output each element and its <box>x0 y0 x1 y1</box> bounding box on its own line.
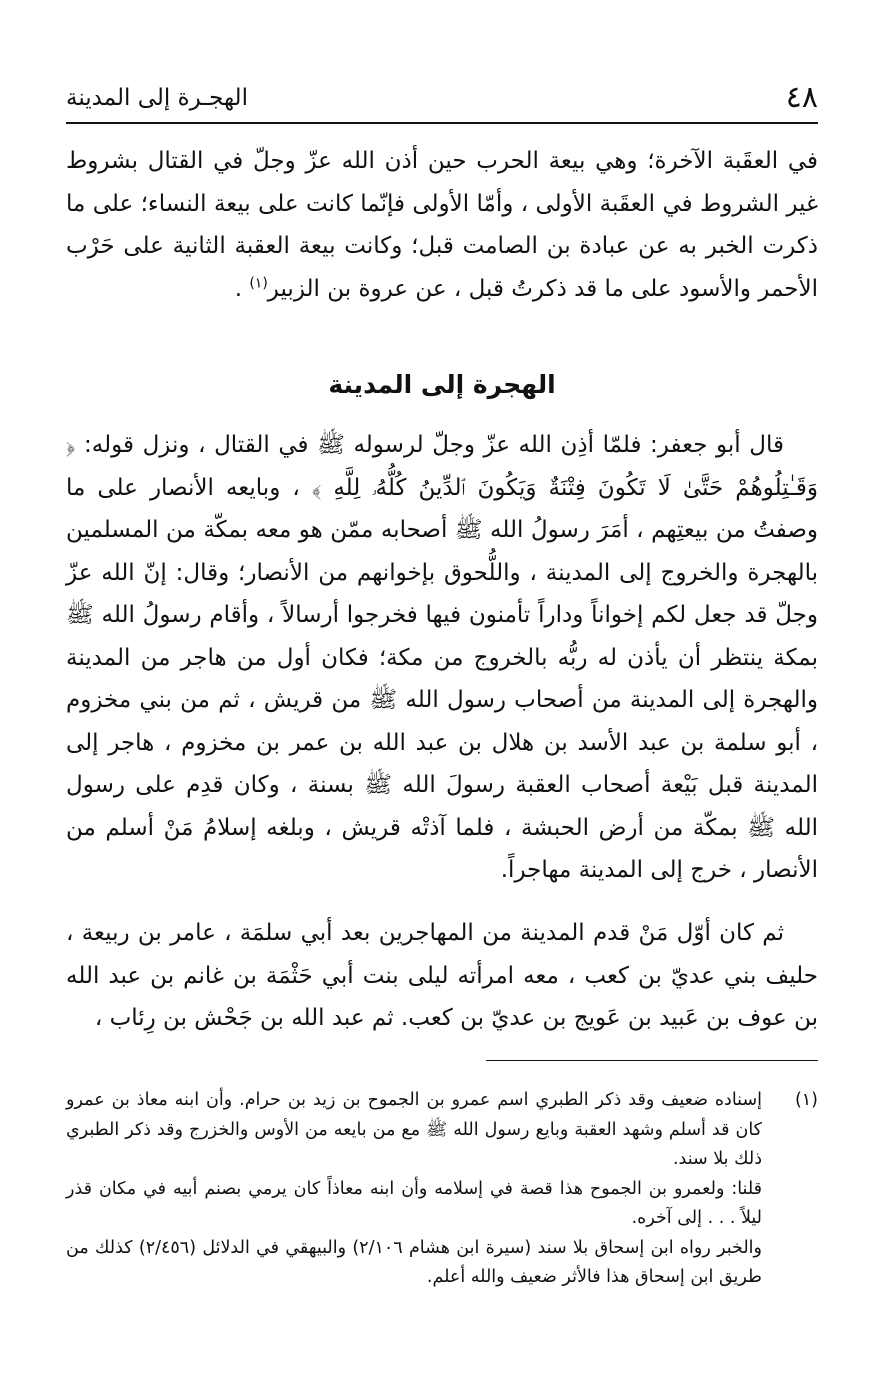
intro-paragraph-tail: . <box>234 275 250 302</box>
footnote-line: والخبر رواه ابن إسحاق بلا سند (سيرة ابن هشام ٢/١٠٦) والبيهقي في الدلائل (٢/٤٥٦) كذلك من طريق ابن إسحاق هذا فالأثر ضعيف والله أعلم. <box>66 1237 762 1287</box>
intro-paragraph <box>66 140 818 310</box>
section-title: الهجرة إلى المدينة <box>328 370 556 399</box>
header-rule <box>66 122 818 124</box>
paragraph-1 <box>66 424 818 892</box>
paragraph-2 <box>66 912 818 1040</box>
paragraph-2-text: ثم كان أوّل مَنْ قدم المدينة من المهاجرين بعد أبي سلمَة ، عامر بن ربيعة ، حليف بني عديّ بن كعب ، معه امرأته ليلى بنت أبي حَثْمَة بن غانم بن عبد الله بن عوف بن عَبيد بن عَويج بن عديّ بن كعب. ثم عبد الله بن جَحْش بن رِئاب ، <box>66 920 818 1031</box>
page-number: ٤٨ <box>785 80 818 115</box>
intro-paragraph-text: في العقَبة الآخرة؛ وهي بيعة الحرب حين أذن الله عزّ وجلّ في القتال بشروط غير الشروط في العقَبة الأولى ، وأمّا الأولى فإنّما كانت على بيعة النساء؛ على ما ذكرت الخبر به عن عبادة بن الصامت قبل؛ وكانت بيعة العقبة الثانية على حَرْب الأحمر والأسود على ما قد ذكرتُ قبل ، عن عروة بن الزبير <box>66 148 818 302</box>
footnote-line: قلنا: ولعمرو بن الجموح هذا قصة في إسلامه وأن ابنه معاذاً كان يرمي بصنم أبيه في مكان قذر ليلاً . . . إلى آخره. <box>66 1178 762 1228</box>
footnote-reference: (١) <box>249 274 268 291</box>
page-header <box>66 78 818 118</box>
footnote-rule <box>486 1060 818 1061</box>
footnote-marker: (١) <box>794 1090 818 1110</box>
running-title: الهجـرة إلى المدينة <box>66 85 248 111</box>
footnotes <box>66 1086 818 1293</box>
footnote-line: إسناده ضعيف وقد ذكر الطبري اسم عمرو بن الجموح بن زيد بن حرام. وأن ابنه معاذ بن عمرو كان قد أسلم وشهد العقبة وبايع رسول الله ﷺ مع من بايعه من الأوس والخزرج وقد ذكر الطبري ذلك بلا سند. <box>66 1090 762 1169</box>
paragraph-1-text: قال أبو جعفر: فلمّا أذِن الله عزّ وجلّ لرسوله ﷺ في القتال ، ونزل قوله: ﴿ وَقَـٰتِلُوهُمْ حَتَّىٰ لَا تَكُونَ فِتْنَةٌ وَيَكُونَ ٱلدِّينُ كُلُّهُۥ لِلَّهِ ﴾ ، وبايعه الأنصار على ما وصفتُ من بيعتِهم ، أمَرَ رسولُ الله ﷺ أصحابه ممّن هو معه بمكّة من المسلمين بالهجرة والخروج إلى المدينة ، واللُّحوق بإخوانهم من الأنصار؛ وقال: إنّ الله عزّ وجلّ قد جعل لكم إخواناً وداراً تأمنون فيها فخرجوا أرسالاً ، وأقام رسولُ الله ﷺ بمكة ينتظر أن يأذن له ربُّه بالخروج من مكة؛ فكان أول من هاجر من المدينة والهجرة إلى المدينة من أصحاب رسول الله ﷺ من قريش ، ثم من بني مخزوم ، أبو سلمة بن عبد الأسد بن هلال بن عبد الله بن عمر بن مخزوم ، هاجر إلى المدينة قبل بَيْعة أصحاب العقبة رسولَ الله ﷺ بسنة ، وكان قدِم على رسول الله ﷺ بمكّة من أرض الحبشة ، فلما آذتْه قريش ، وبلغه إسلامُ مَنْ أسلم من الأنصار ، خرج إلى المدينة مهاجراً. <box>66 432 818 883</box>
